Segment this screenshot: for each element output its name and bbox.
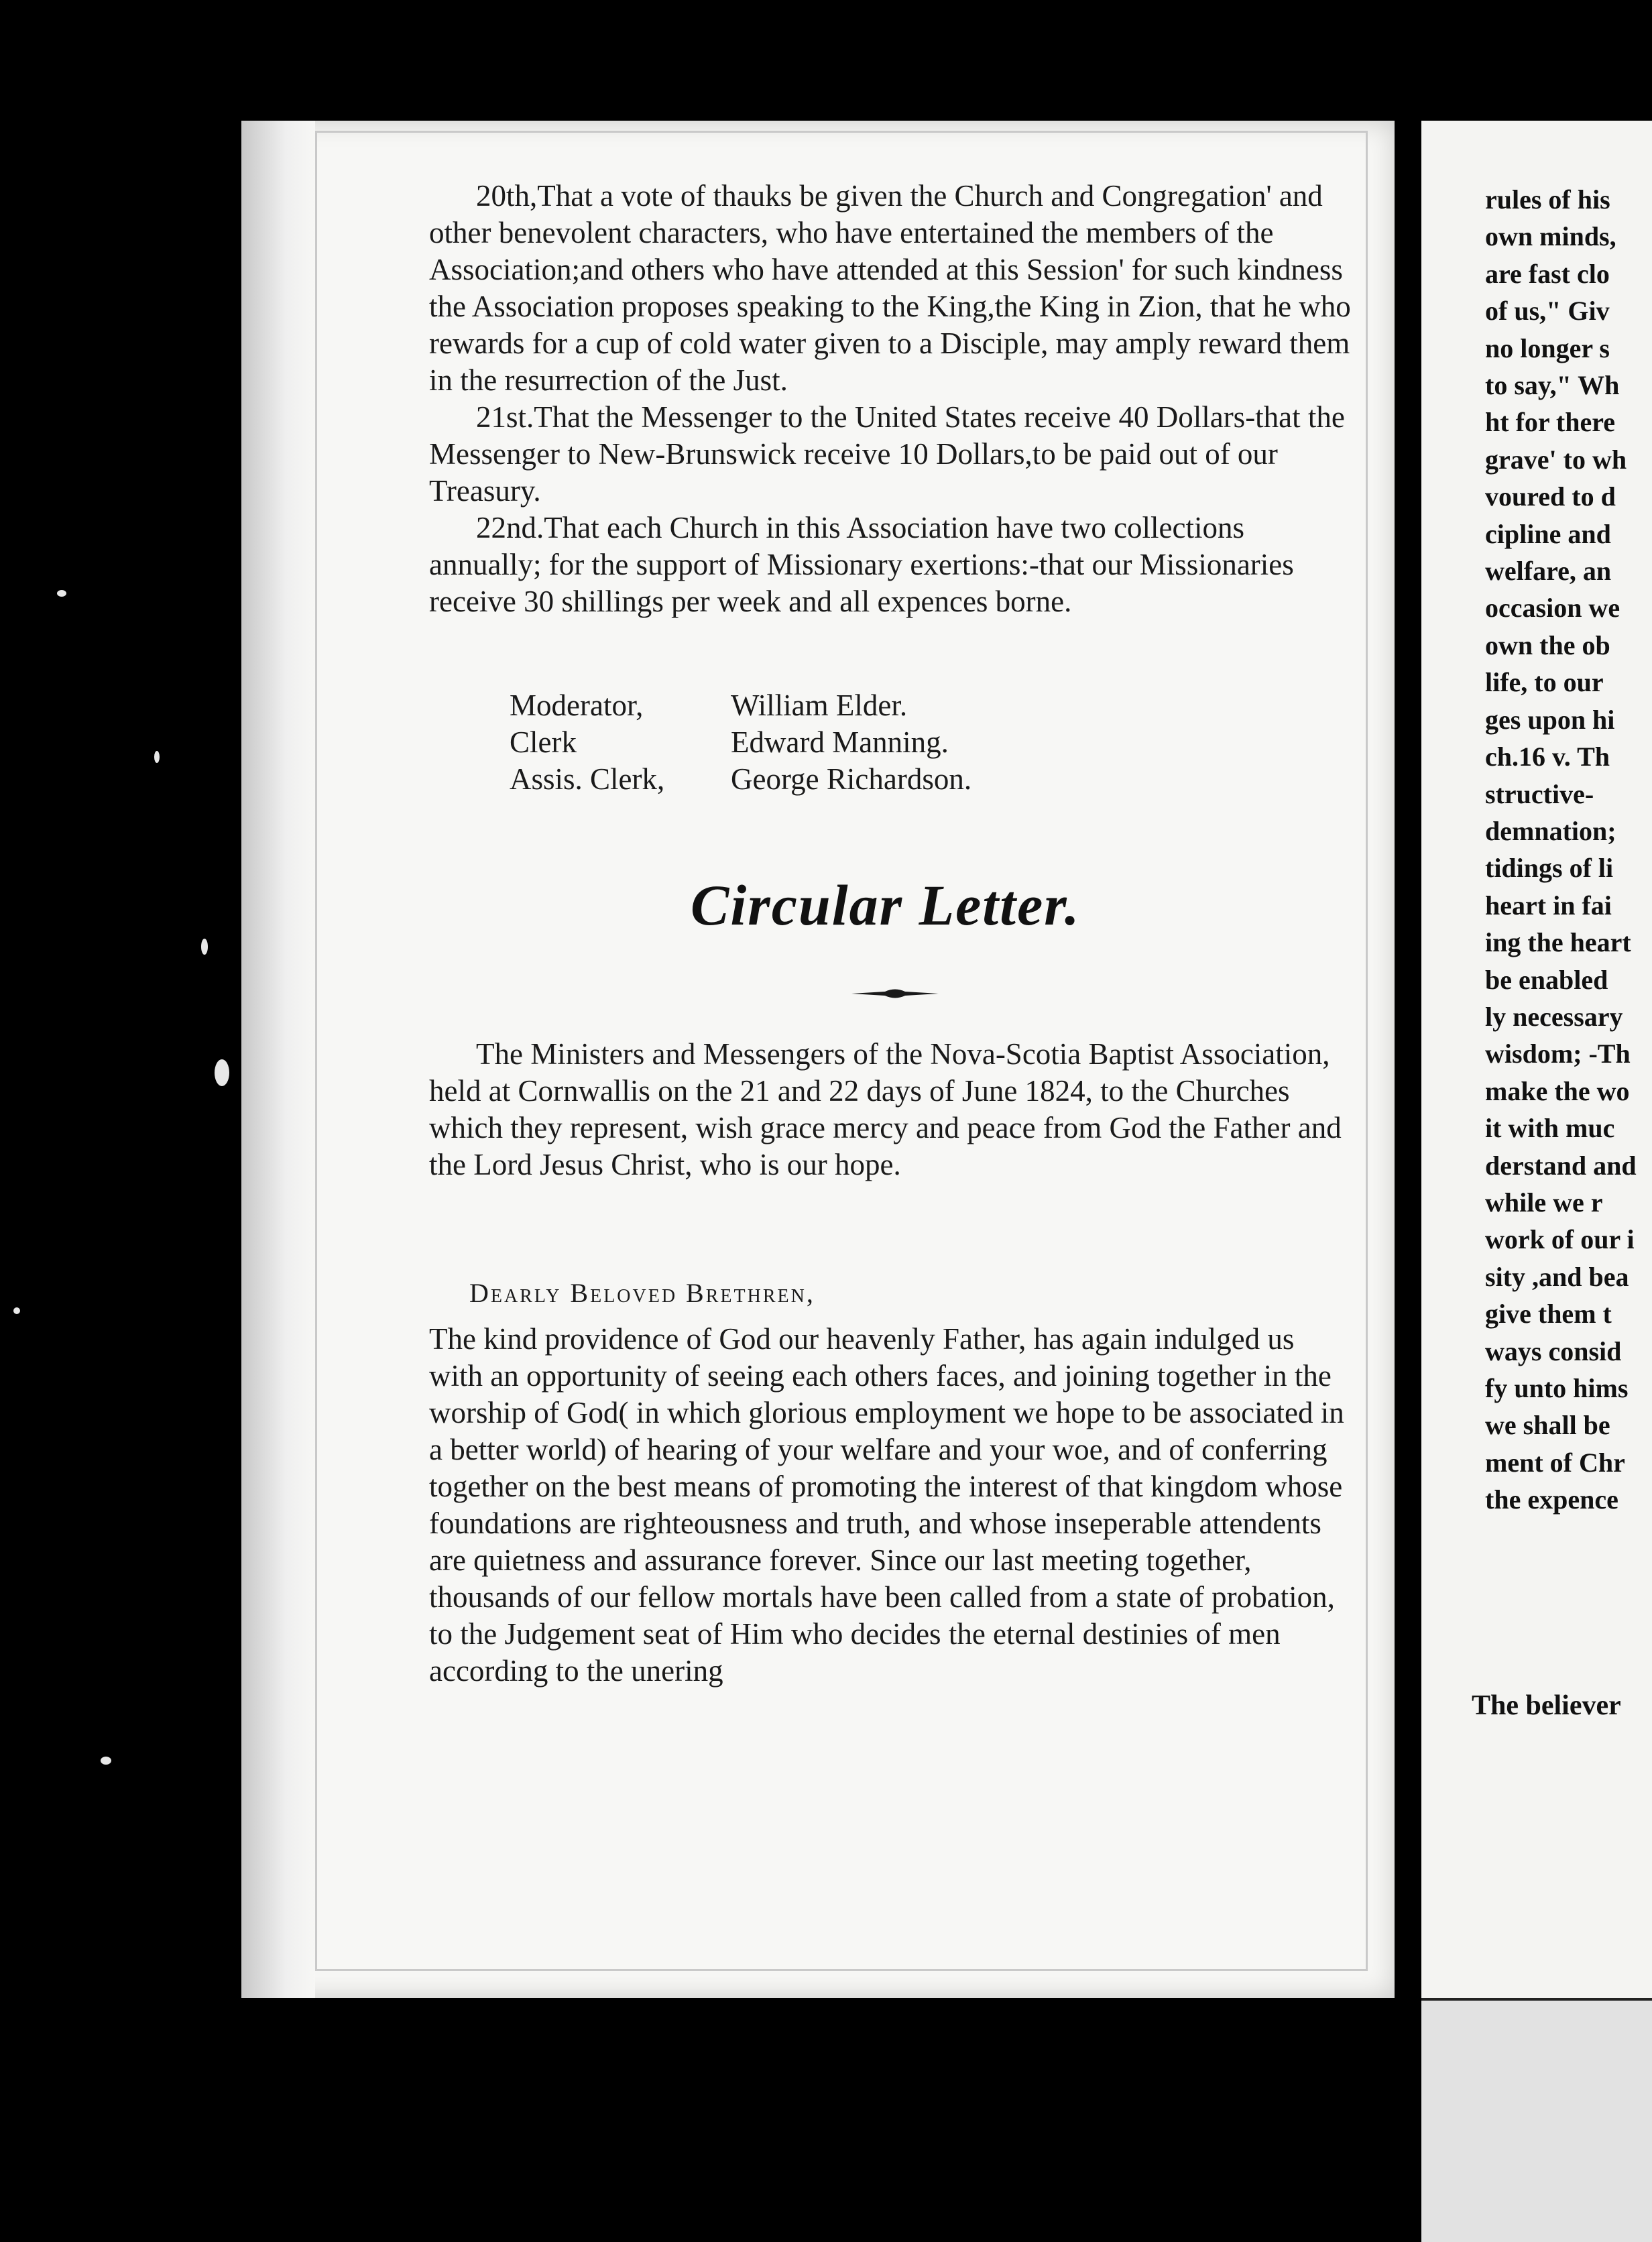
resolution-22: 22nd.That each Church in this Association have two collections annually; for the support of Missionary exertions:-that our Missionaries receive 30 shillings per week and all expences borne. (429, 511, 1294, 618)
dust-speck (101, 1757, 111, 1765)
right-page-line: ways consid (1485, 1336, 1622, 1366)
right-page-line: we shall be (1485, 1410, 1610, 1441)
right-page-line: while we r (1485, 1187, 1603, 1218)
right-page-line: no longer s (1485, 333, 1610, 363)
right-page-line: own the ob (1485, 630, 1610, 660)
letter-body: The kind providence of God our heavenly Father, has again indulged us with an opportunity of seeing each others faces, and joining together in the worship of God( in which glorious employment we hope to be associated in a better world) of hearing of your welfare and your woe, and of conferring together on the best means of promoting the interest of that kingdom whose foundations are righteousness and truth, and whose inseperable attendents are quietness and assurance forever. Since our last meeting together, thousands of our fellow mortals have been called from a state of probation, to the Judgement seat of Him who decides the eternal destinies of men according to the unering (429, 1322, 1344, 1688)
right-page-line: rules of his (1485, 184, 1610, 215)
right-page-line: grave' to wh (1485, 444, 1627, 475)
officer-name: Edward Manning. (731, 725, 949, 759)
right-page-line: ly necessary (1485, 1001, 1623, 1032)
dust-speck (201, 939, 208, 955)
right-page-line: own minds, (1485, 221, 1616, 252)
right-page-text (1485, 181, 1652, 1519)
officer-name: William Elder. (731, 689, 908, 722)
right-page-line: demnation; (1485, 815, 1616, 846)
right-page-line: voured to d (1485, 481, 1616, 512)
right-page-line: are fast clo (1485, 258, 1610, 289)
address-block (429, 1036, 1354, 1183)
dust-speck (154, 751, 160, 763)
right-page-line: tidings of li (1485, 853, 1614, 884)
right-page-line: ment of Chr (1485, 1447, 1625, 1478)
right-page-footer-line: The believer (1472, 1690, 1621, 1721)
officer-role: Moderator, (510, 689, 644, 722)
dust-speck (215, 1059, 229, 1086)
right-page-line: sity ,and bea (1485, 1261, 1629, 1292)
right-page-line: to say," Wh (1485, 370, 1620, 401)
resolution-21: 21st.That the Messenger to the United States receive 40 Dollars-that the Messenger to New-Brunswick receive 10 Dollars,to be paid out of our Treasury. (429, 400, 1345, 508)
circular-letter-title: Circular Letter. (691, 873, 1081, 937)
dust-speck (57, 590, 66, 597)
officer-name: George Richardson. (731, 762, 972, 796)
right-page-line: derstand and (1485, 1150, 1637, 1181)
right-page-line: heart in fai (1485, 890, 1612, 921)
right-page-line: wisdom; -Th (1485, 1039, 1631, 1069)
right-page-line: make the wo (1485, 1075, 1630, 1106)
right-page-line: ing the heart (1485, 927, 1631, 958)
right-page-line: be enabled (1485, 964, 1608, 995)
right-page-line: ges upon hi (1485, 704, 1615, 735)
right-page-line: fy unto hims (1485, 1373, 1629, 1403)
salutation: Dearly Beloved Brethren, (469, 1278, 815, 1308)
address-paragraph: The Ministers and Messengers of the Nova-Scotia Baptist Association, held at Cornwallis on the 21 and 22 days of June 1824, to the Churches which they represent, wish grace mercy and peace from God the Father and the Lord Jesus Christ, who is our hope. (429, 1037, 1342, 1181)
officer-row (510, 687, 971, 724)
right-page-line: it with muc (1485, 1113, 1615, 1144)
right-page-line: ch.16 v. Th (1485, 742, 1610, 772)
letter-body-block (429, 1321, 1354, 1690)
right-page-line: ht for there (1485, 407, 1616, 438)
right-page-line: work of our i (1485, 1224, 1635, 1255)
right-page-line: structive- (1485, 778, 1594, 809)
right-page-line: life, to our (1485, 667, 1604, 698)
right-page-line: welfare, an (1485, 556, 1612, 587)
right-page-line: the expence (1485, 1484, 1618, 1515)
resolutions-block (429, 178, 1354, 620)
right-page-lower-edge (1421, 1998, 1652, 2242)
ornament-divider (851, 986, 939, 1002)
officer-row (510, 724, 971, 761)
right-page-line: of us," Giv (1485, 296, 1610, 327)
resolution-20: 20th,That a vote of thauks be given the Church and Congregation' and other benevolent characters, who have entertained the members of the Association;and others who have attended at this Session' for such kindness the Association proposes speaking to the King,the King in Zion, that he who rewards for a cup of cold water given to a Disciple, may amply reward them in the resurrection of the Just. (429, 179, 1351, 397)
officer-role: Assis. Clerk, (510, 762, 665, 796)
right-page-line: cipline and (1485, 518, 1611, 549)
page-binding-edge (241, 121, 315, 1998)
dust-speck (13, 1307, 20, 1314)
officer-row (510, 761, 971, 798)
right-page-line: occasion we (1485, 593, 1620, 624)
right-page-line: give them t (1485, 1299, 1612, 1330)
officers-list (510, 687, 971, 798)
officer-role: Clerk (510, 725, 577, 759)
